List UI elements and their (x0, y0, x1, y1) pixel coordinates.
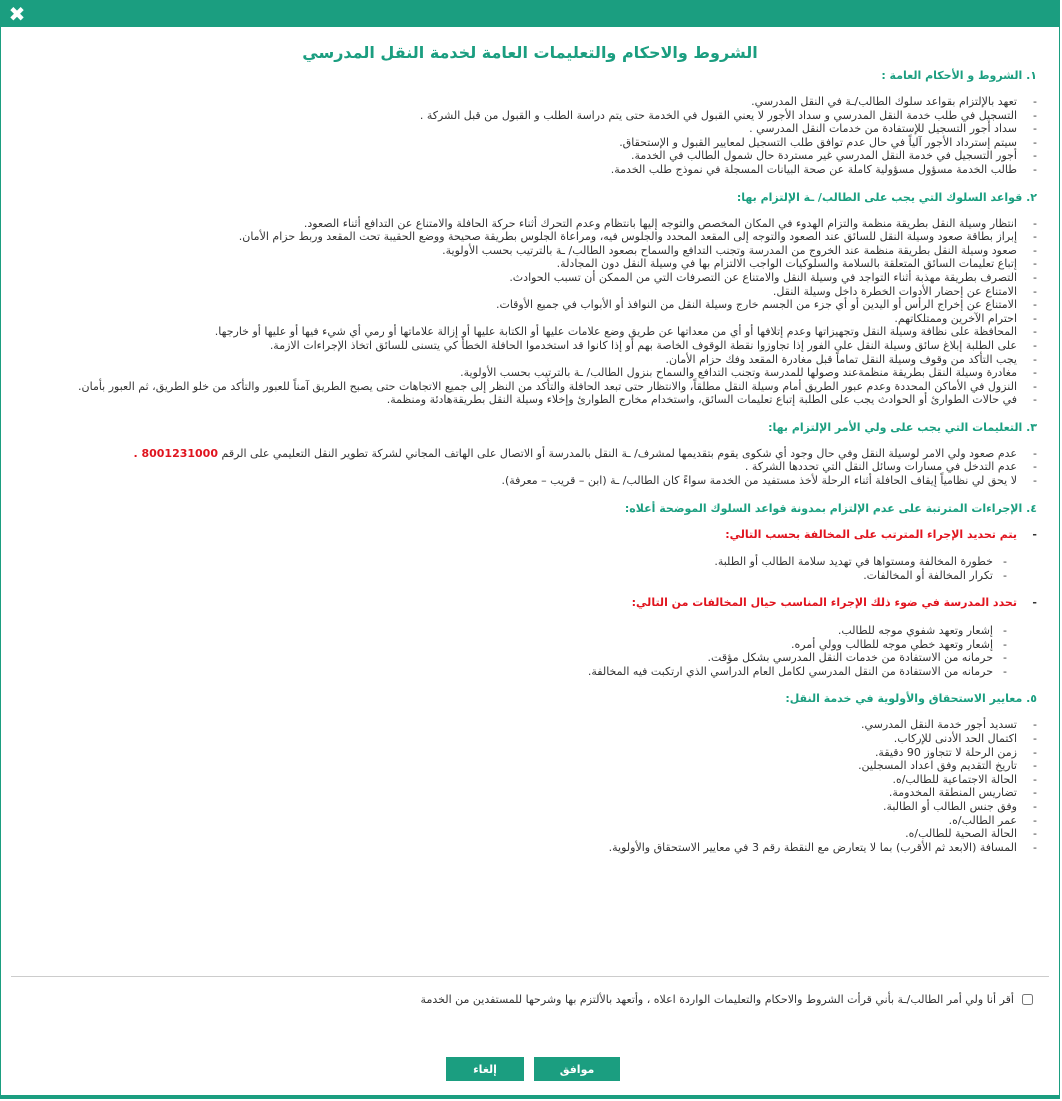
page-title: الشروط والاحكام والتعليمات العامة لخدمة النقل المدرسي (302, 43, 758, 62)
agreement-checkbox[interactable] (1022, 994, 1033, 1005)
list-item: - زمن الرحلة لا تتجاوز 90 دقيقة. (23, 746, 1017, 760)
list-item: - الحالة الاجتماعية للطالب/ه. (23, 773, 1017, 787)
list-item: - حرمانه من الاستفادة من النقل المدرسي لكامل العام الدراسي الذي ارتكبت فيه المخالفة. (23, 665, 993, 679)
list-item: - اكتمال الحد الأدنى للإركاب. (23, 732, 1017, 746)
dialog-titlebar (1, 1, 1059, 27)
sub-heading: - يتم تحديد الإجراء المترتب على المخالفة بحسب التالي: (23, 528, 1037, 542)
list-item: - خطورة المخالفة ومستواها في تهديد سلامة الطالب أو الطلبة. (23, 555, 993, 569)
dialog-buttons (446, 1057, 620, 1081)
agreement-row[interactable] (421, 993, 1033, 1006)
list-item: - طالب الخدمة مسؤول مسؤولية كاملة عن صحة البيانات المسجلة في نموذج طلب الخدمة. (23, 163, 1017, 177)
list-item: - على الطلبة إبلاغ سائق وسيلة النقل على الفور إذا تجاوزوا نقطة الوقوف الخاصة بهم أو إذا كانوا قد استخدموا الحافلة الخطأ كي يتسنى للسائق اتخاذ الإجراءات الازمة. (23, 339, 1017, 353)
list-item: - في حالات الطوارئ أو الحوادث يجب على الطلبة إتباع تعليمات السائق، واستخدام مخارج الطوارئ وإخلاء وسيلة النقل بطريقةهادئة ومنظمة. (23, 393, 1017, 407)
section-heading: ٤. الإجراءات المترتبة على عدم الإلتزام بمدونة قواعد السلوك الموضحة أعلاه: (624, 501, 1037, 515)
list-item: - إشعار وتعهد خطي موجه للطالب وولي أمره. (23, 638, 993, 652)
list-item: - النزول في الأماكن المحددة وعدم عبور الطريق أمام وسيلة النقل مطلقاً، والانتظار حتى تبعد الحافلة والتأكد من النظر إلى جميع الاتجاهات حتى يصبح الطريق آمناً للعبور والتأكد من خلو الطريق، ثم العبور بأمان. (23, 380, 1017, 394)
section-list (23, 447, 1037, 488)
phone-number: 8001231000 . (133, 446, 218, 460)
section-list (23, 718, 1037, 854)
list-item: - أجور التسجيل في خدمة النقل المدرسي غير مستردة حال شمول الطالب في الخدمة. (23, 149, 1017, 163)
list-item: - لا يحق لي نظامياً إيقاف الحافلة أثناء الرحلة لأخذ مستفيد من الخدمة سواءً كان الطالب/ ـة (ابن – قريب – معرفة). (23, 474, 1017, 488)
list-item: - الحالة الصحية للطالب/ه. (23, 827, 1017, 841)
nested-list (23, 624, 1037, 678)
list-item: - الامتناع عن إخراج الرأس أو اليدين أو أي جزء من الجسم خارج وسيلة النقل من النوافذ أو الأبواب في جميع الأوقات. (23, 298, 1017, 312)
list-item: - الامتناع عن إحضار الأدوات الخطرة داخل وسيلة النقل. (23, 285, 1017, 299)
terms-content (1, 27, 1059, 854)
section-list (23, 217, 1037, 407)
divider (11, 976, 1049, 977)
dialog-bottom-bar (1, 1095, 1059, 1098)
nested-list (23, 555, 1037, 582)
list-item: - احترام الآخرين وممتلكاتهم. (23, 312, 1017, 326)
list-item: - انتظار وسيلة النقل بطريقة منظمة والتزام الهدوء في المكان المخصص والتوجه إليها بانتظام وعدم التحرك أثناء حركة الحافلة والامتناع عن التدافع أثناء الصعود. (23, 217, 1017, 231)
list-item: - سداد أجور التسجيل للإستفادة من خدمات النقل المدرسي . (23, 122, 1017, 136)
list-item: - يجب التأكد من وقوف وسيلة النقل تماماً قبل مغادرة المقعد وفك حزام الأمان. (23, 353, 1017, 367)
ok-button[interactable]: موافق (534, 1057, 620, 1081)
list-item: - تسديد أجور خدمة النقل المدرسي. (23, 718, 1017, 732)
section-heading: ٣. التعليمات التي يجب على ولي الأمر الإلتزام بها: (768, 420, 1037, 434)
list-item-text: عدم صعود ولي الامر لوسيلة النقل وفي حال وجود أي شكوى يقوم بتقديمها لمشرف/ ـة النقل بالمدرسة أو الاتصال على الهاتف المجاني لشركة تطوير النقل التعليمي على الرقم (221, 446, 1017, 460)
list-item: - سيتم إسترداد الأجور آلياً في حال عدم توافق طلب التسجيل لمعايير القبول و الإستحقاق. (23, 136, 1017, 150)
list-item: - تضاريس المنطقة المخدومة. (23, 786, 1017, 800)
list-item: - عمر الطالب/ه. (23, 814, 1017, 828)
list-item: - التصرف بطريقة مهذبة أثناء التواجد في وسيلة النقل والامتناع عن التصرفات التي من الممكن أن تسبب الحوادث. (23, 271, 1017, 285)
list-item: - المحافظة على نظافة وسيلة النقل وتجهيزاتها وعدم إتلافها أو أي من معداتها عن طريق وضع علامات عليها أو الكتابة عليها أو إزالة علاماتها أو رمي أي شيء فيها أو عليها أو خارجها. (23, 325, 1017, 339)
list-item (23, 447, 1017, 461)
sub-heading: - تحدد المدرسة في ضوء ذلك الإجراء المناسب حيال المخالفات من التالي: (23, 596, 1037, 610)
list-item: - إتباع تعليمات السائق المتعلقة بالسلامة والسلوكيات الواجب الالتزام بها في وسيلة النقل دون المجادلة. (23, 257, 1017, 271)
list-item: - حرمانه من الاستفادة من خدمات النقل المدرسي بشكل مؤقت. (23, 651, 993, 665)
section-heading: ٢. قواعد السلوك التي يجب على الطالب/ ـة الإلتزام بها: (736, 190, 1037, 204)
list-item: - إبراز بطاقة صعود وسيلة النقل للسائق عند الصعود والتوجه إلى المقعد المحدد والجلوس فيه، ومراعاة الجلوس بطريقة صحيحة ووضع الحقيبة تحت المقعد وربط حزام الأمان. (23, 230, 1017, 244)
list-item: - مغادرة وسيلة النقل بطريقة منظمةعند وصولها للمدرسة وتجنب التدافع والسماح بنزول الطالب/ ـة بالترتيب بحسب الأولوية. (23, 366, 1017, 380)
section-heading: ١. الشروط و الأحكام العامة : (881, 69, 1037, 82)
list-item: - صعود وسيلة النقل بطريقة منظمة عند الخروج من المدرسة وتجنب التدافع والسماح بصعود الطالب/ ـة بالترتيب بحسب الأولوية. (23, 244, 1017, 258)
list-item: - تكرار المخالفة أو المخالفات. (23, 569, 993, 583)
cancel-button[interactable]: إلغاء (446, 1057, 524, 1081)
list-item: - إشعار وتعهد شفوي موجه للطالب. (23, 624, 993, 638)
list-item: - التسجيل في طلب خدمة النقل المدرسي و سداد الأجور لا يعني القبول في الخدمة حتى يتم دراسة الطلب و القبول من قبل الشركة . (23, 109, 1017, 123)
agreement-label: أقر أنا ولي أمر الطالب/ـة بأني قرأت الشروط والاحكام والتعليمات الواردة اعلاه ، وأتعهد بالألتزم بها وشرحها للمستفدين من الخدمة (420, 993, 1014, 1006)
list-item: - عدم التدخل في مسارات وسائل النقل التي تحددها الشركة . (23, 460, 1017, 474)
list-item: - تعهد بالإلتزام بقواعد سلوك الطالب/ـة في النقل المدرسي. (23, 95, 1017, 109)
section-heading: ٥. معايير الاستحقاق والأولوية في خدمة النقل: (785, 692, 1037, 706)
list-item: - وفق جنس الطالب أو الطالبة. (23, 800, 1017, 814)
section-list (23, 95, 1037, 177)
list-item: - تاريخ التقديم وفق اعداد المسجلين. (23, 759, 1017, 773)
close-icon[interactable]: ✖ (8, 2, 26, 26)
list-item: - المسافة (الابعد ثم الأقرب) بما لا يتعارض مع النقطة رقم 3 في معايير الاستحقاق والأولوية. (23, 841, 1017, 855)
